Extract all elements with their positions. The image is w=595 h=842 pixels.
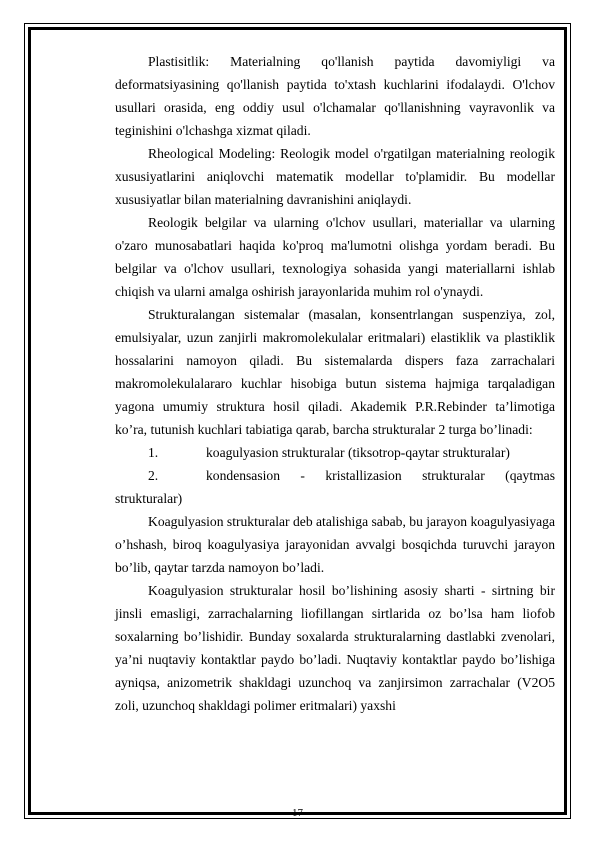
paragraph: Plastisitlik: Materialning qo'llanish paytida davomiyligi va deformatsiyasining qo'llanish paytida to'xtash kuchlarini ifodalaydi. O'lchov usullari orasida, eng oddiy usul o'lchamalar qo'llanishning vayravonlik va teginishini o'lchashga xizmat qiladi.	[115, 54, 555, 138]
list-item	[115, 464, 555, 510]
paragraph: Reologik belgilar va ularning o'lchov usullari, materiallar va ularning o'zaro munosabatlari haqida ko'proq ma'lumotni olishga yordam beradi. Bu belgilar va o'lchov usullari, texnologiya sohasida yangi materiallarni ishlab chiqish va ularni amalga oshirish jarayonlarida muhim rol o'ynaydi.	[115, 215, 555, 299]
paragraph: Rheological Modeling: Reologik model o'rgatilgan materialning reologik xususiyatlarini aniqlovchi matematik modellar to'plamidir. Bu modellar xususiyatlar bilan materialning davranishini aniqlaydi.	[115, 146, 555, 207]
list-number: 1.	[148, 445, 159, 460]
page-number: 17	[292, 807, 303, 819]
list-text: koagulyasion strukturalar (tiksotrop-qaytar strukturalar)	[206, 445, 510, 460]
paragraph: Koagulyasion strukturalar hosil bo’lishining asosiy sharti - sirtning bir jinsli emasligi, zarrachalarning liofillangan sirtlarida oz bo’lsa ham liofob soxalarning bo’lishidir. Bunday soxalarda strukturalarning dastlabki zvenolari, ya’ni nuqtaviy kontaktlar paydo bo’ladi. Nuqtaviy kontaktlar paydo bo’lishiga ayniqsa, anizometrik shakldagi uzunchoq va zanjirsimon zarrachalar (V2O5 zoli, uzunchoq shakldagi polimer eritmalari) yaxshi	[115, 583, 555, 713]
document-body	[115, 50, 555, 717]
list-text: kondensasion - kristallizasion strukturalar (qaytmas strukturalar)	[115, 468, 555, 506]
paragraph: Koagulyasion strukturalar deb atalishiga sabab, bu jarayon koagulyasiyaga o’hshash, biroq koagulyasiya jarayonidan avvalgi bosqichda turuvchi jarayon bo’lib, qaytar tarzda namoyon bo’ladi.	[115, 514, 555, 575]
paragraph: Strukturalangan sistemalar (masalan, konsentrlangan suspenziya, zol, emulsiyalar, uzun zanjirli makromolekulalar eritmalari) elastiklik va plastiklik hossalarini namoyon qiladi. Bu sistemalarda dispers faza zarrachalari makromolekulalararo kuchlar hisobiga butun sistema hajmiga tarqaladigan yagona umumiy struktura hosil qiladi. Akademik P.R.Rebinder ta’limotiga ko’ra, tutunish kuchlari tabiatiga qarab, barcha strukturalar 2 turga bo’linadi:	[115, 307, 555, 437]
list-number: 2.	[148, 468, 159, 483]
list-item	[115, 441, 555, 464]
